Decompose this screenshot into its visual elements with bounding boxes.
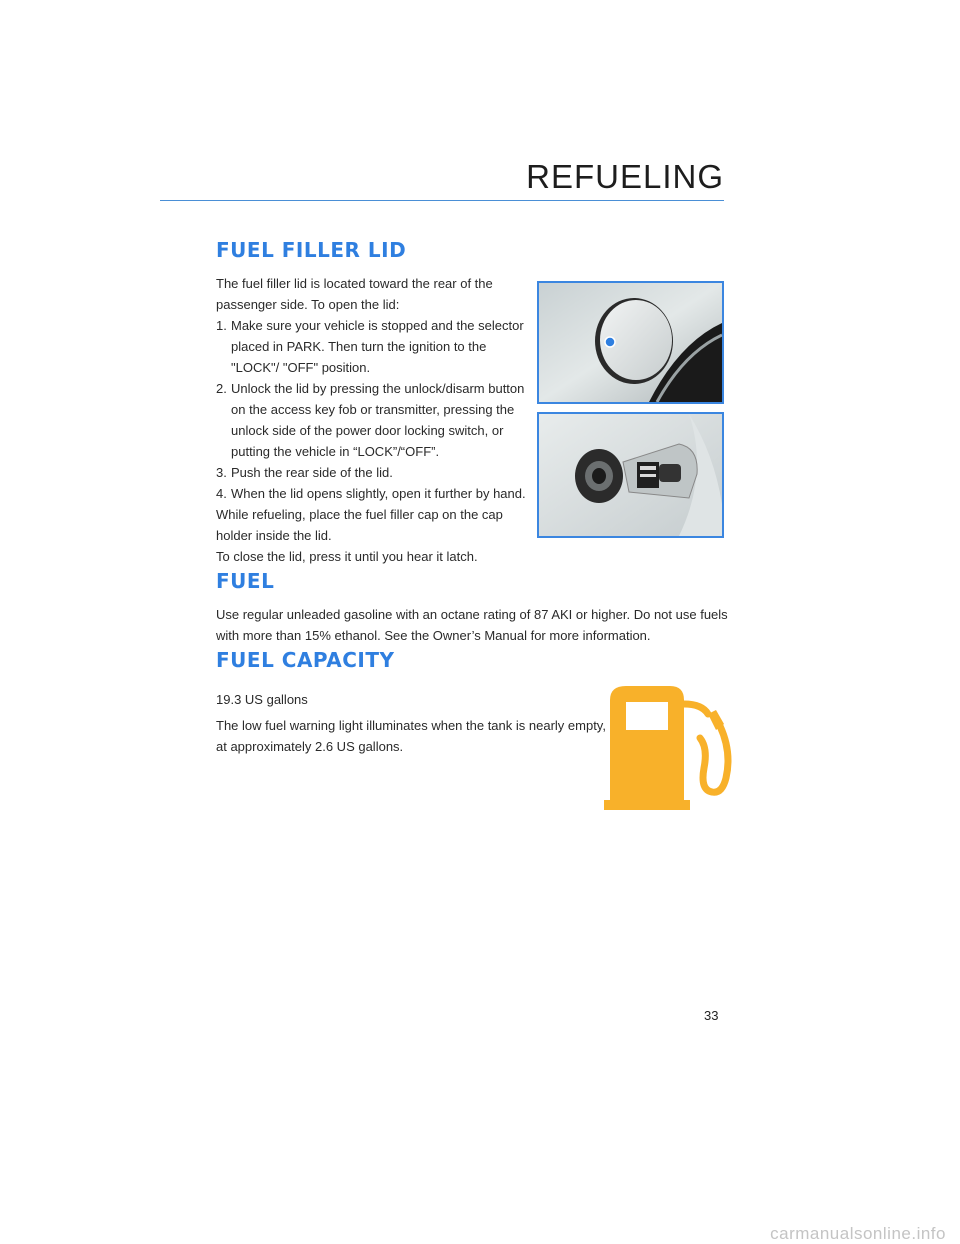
fuel-capacity-value: 19.3 US gallons: [216, 692, 308, 707]
step-line: placed in PARK. Then turn the ignition to the: [231, 339, 487, 354]
close-lid-text: To close the lid, press it until you hear it latch.: [216, 549, 478, 564]
step-line: unlock side of the power door locking switch, or: [231, 423, 504, 438]
fuel-filler-lid-heading: FUEL FILLER LID: [216, 238, 407, 262]
step-line: putting the vehicle in “LOCK”/“OFF”.: [231, 444, 440, 459]
step-text: [231, 462, 393, 483]
step-number: 2.: [216, 381, 227, 396]
page-number: 33: [704, 1008, 719, 1023]
step-line: When the lid opens slightly, open it further by hand.: [231, 486, 526, 501]
step-1: [216, 315, 524, 378]
step-3: [216, 462, 393, 483]
step-number: 1.: [216, 318, 227, 333]
step-2: [216, 378, 524, 462]
header-rule: [160, 200, 724, 201]
section-title: REFUELING: [526, 158, 724, 195]
step-line: on the access key fob or transmitter, pressing the: [231, 402, 515, 417]
low-fuel-warning-line-2: at approximately 2.6 US gallons.: [216, 739, 404, 754]
footer-watermark[interactable]: carmanualsonline.info: [770, 1224, 946, 1243]
fuel-capacity-heading: FUEL CAPACITY: [216, 648, 395, 672]
step-text: [231, 315, 524, 378]
step-text: [231, 378, 524, 462]
intro-line-2: passenger side. To open the lid:: [216, 297, 400, 312]
step-number: 4.: [216, 486, 227, 501]
low-fuel-warning-line-1: The low fuel warning light illuminates when the tank is nearly empty,: [216, 718, 606, 733]
fuel-lid-open-photo: [537, 412, 724, 538]
step-line: Push the rear side of the lid.: [231, 465, 393, 480]
fuel-heading: FUEL: [216, 569, 275, 593]
step-4: [216, 483, 526, 504]
refueling-note-line-2: holder inside the lid.: [216, 528, 332, 543]
step-line: Make sure your vehicle is stopped and the selector: [231, 318, 524, 333]
step-number: 3.: [216, 465, 227, 480]
fuel-pump-icon: [604, 682, 744, 814]
refueling-note-line-1: While refueling, place the fuel filler cap on the cap: [216, 507, 503, 522]
fuel-text-line-1: Use regular unleaded gasoline with an octane rating of 87 AKI or higher. Do not use fuels: [216, 607, 728, 622]
step-line: "LOCK"/ "OFF" position.: [231, 360, 371, 375]
fuel-lid-closed-photo: [537, 281, 724, 404]
fuel-text-line-2: with more than 15% ethanol. See the Owner’s Manual for more information.: [216, 628, 651, 643]
step-text: [231, 483, 526, 504]
step-line: Unlock the lid by pressing the unlock/disarm button: [231, 381, 525, 396]
intro-line-1: The fuel filler lid is located toward the rear of the: [216, 276, 493, 291]
